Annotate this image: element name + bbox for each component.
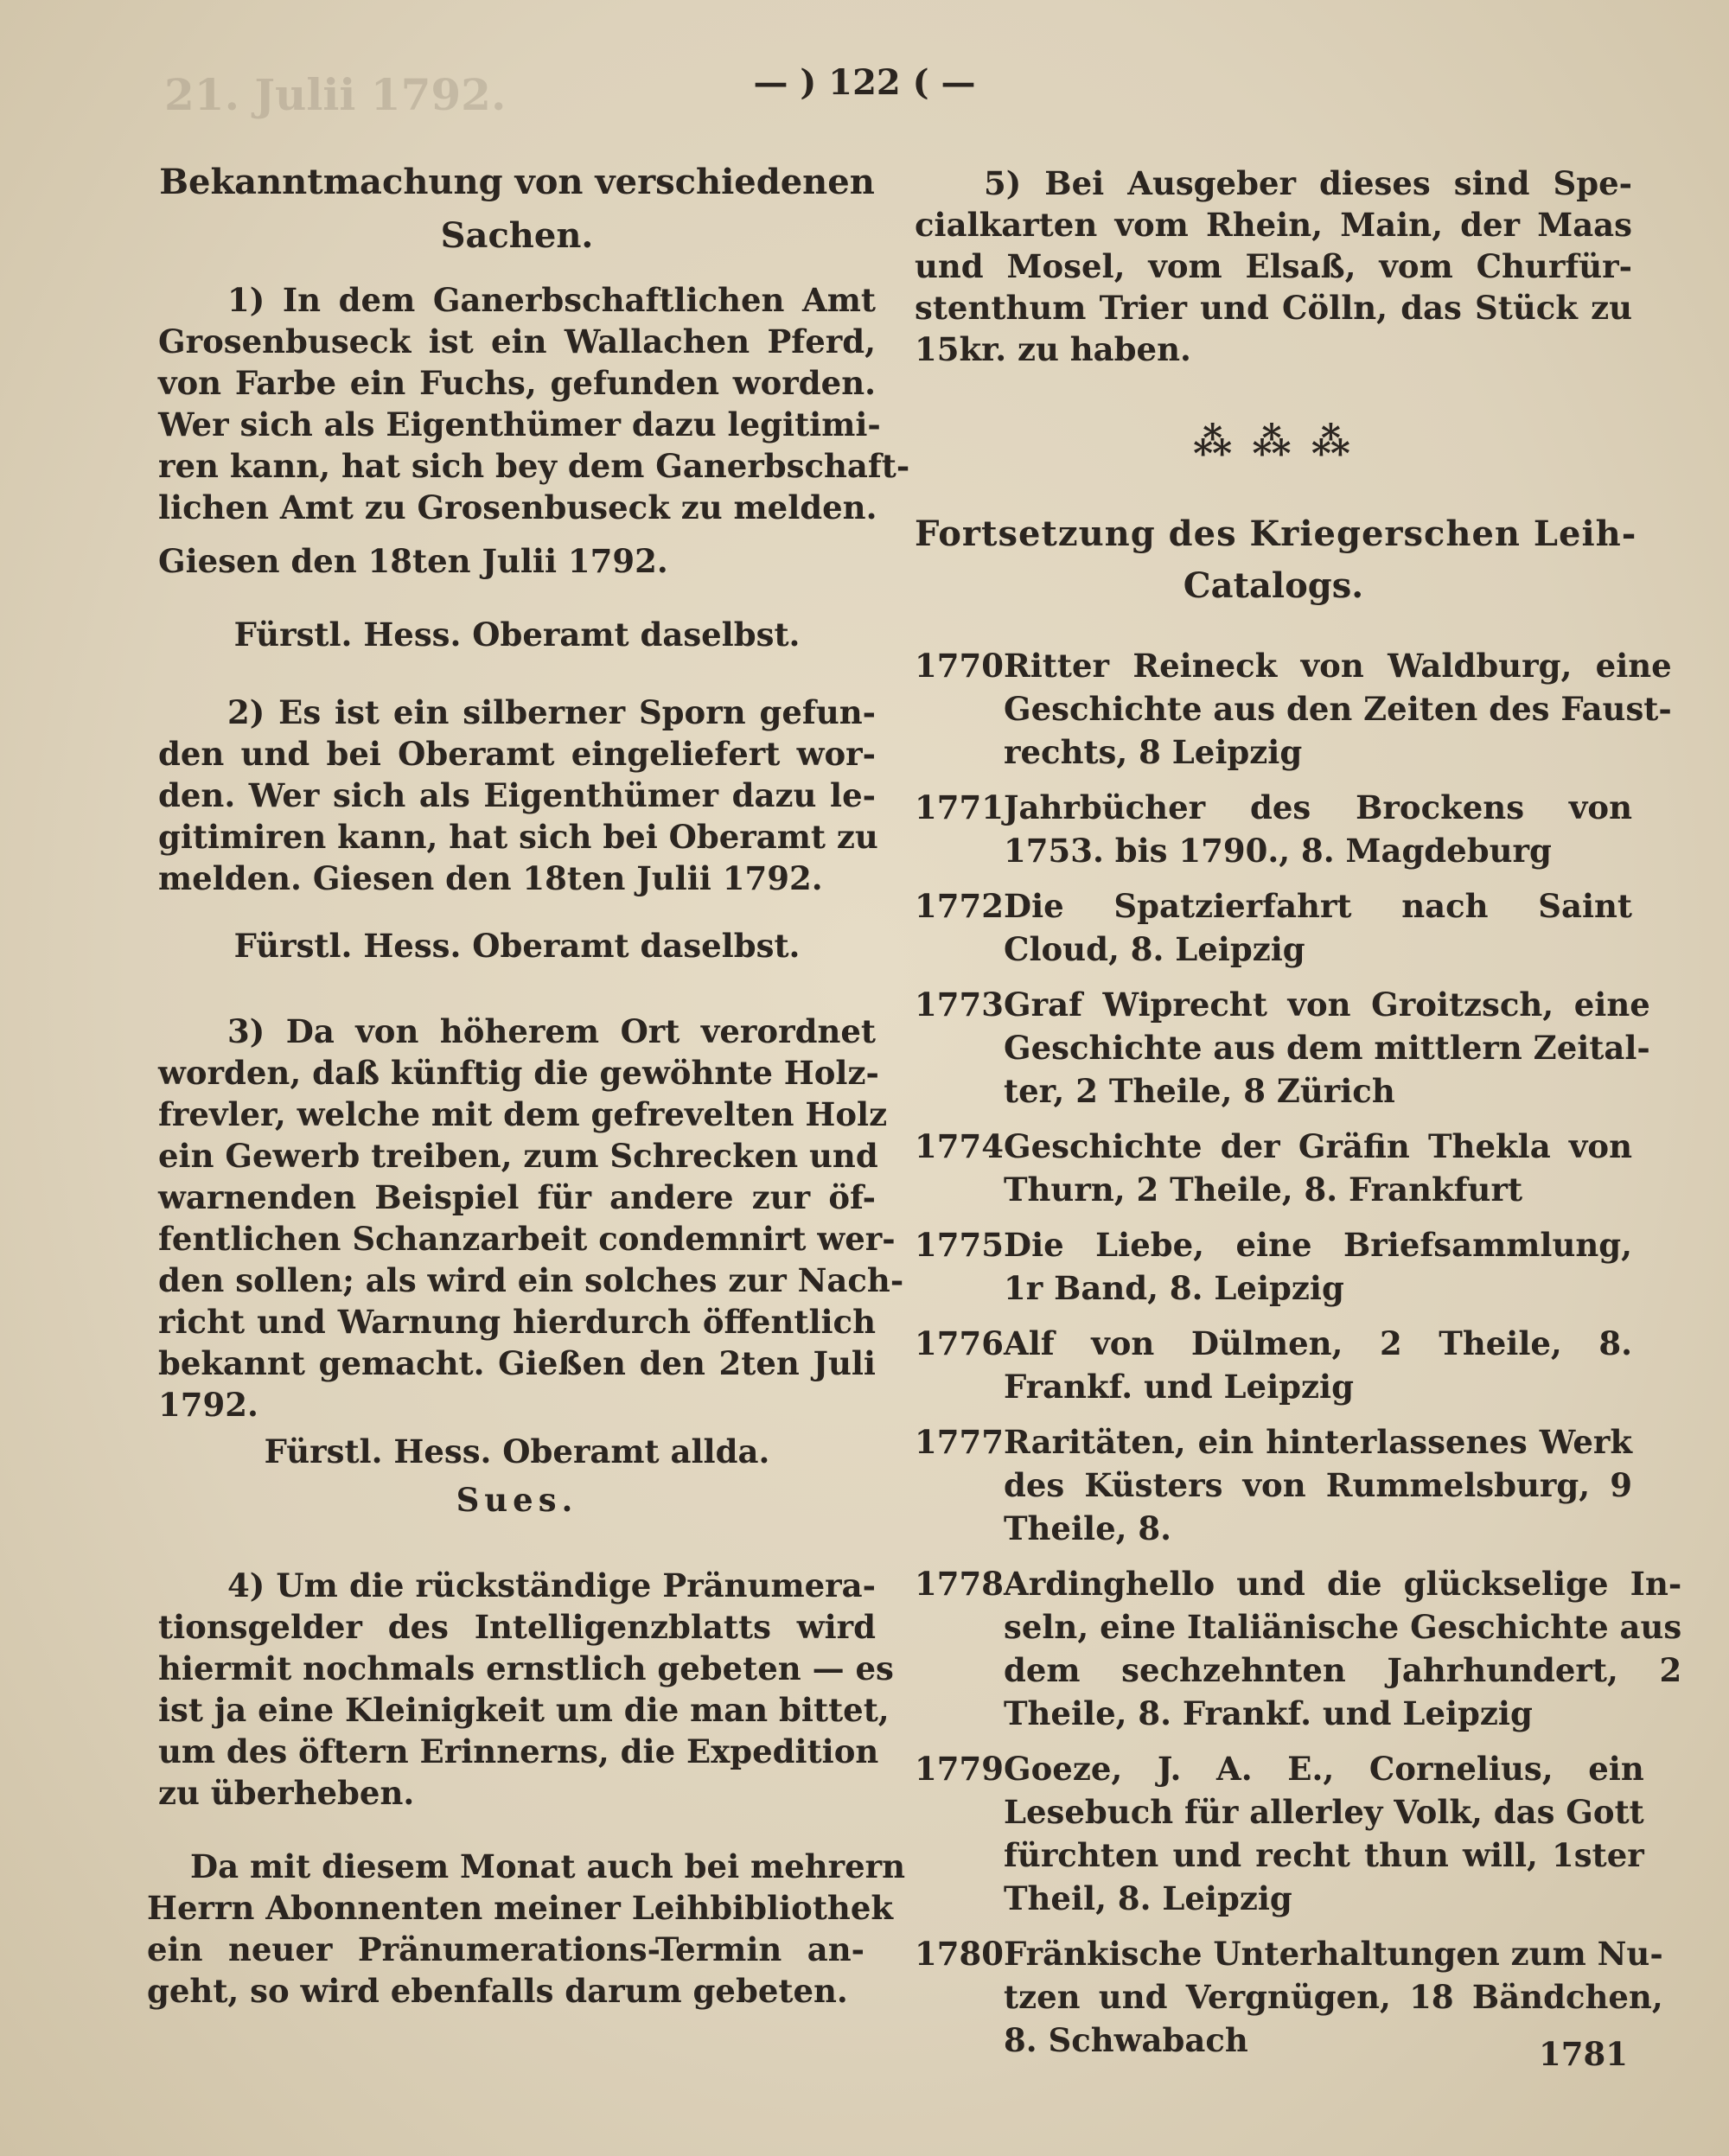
text-line: Raritäten, ein hinterlassenes Werk: [1004, 1423, 1632, 1461]
text-line: Die Liebe, eine Briefsammlung,: [1004, 1226, 1632, 1264]
text-line: 1r Band, 8. Leipzig: [1004, 1269, 1344, 1307]
signature-1: [158, 614, 876, 655]
text-line: ren kann, hat sich bey dem Ganerbschaft-: [158, 447, 910, 485]
text-line: Die Spatzierfahrt nach Saint: [1004, 887, 1632, 925]
text-line: Cloud, 8. Leipzig: [1004, 930, 1305, 968]
notice-date: Giesen den 18ten Julii 1792.: [158, 542, 668, 580]
text-line: des Küsters von Rummelsburg, 9: [1004, 1466, 1632, 1504]
catalog-entry: [915, 1932, 1663, 2062]
text-line: warnenden Beispiel für andere zur öf-: [158, 1178, 876, 1216]
signature: Fürstl. Hess. Oberamt allda.: [264, 1432, 770, 1470]
text-line: Lesebuch für allerley Volk, das Gott: [1004, 1793, 1644, 1831]
text-line: 5) Bei Ausgeber dieses sind Spe-: [984, 164, 1632, 202]
text-line: den sollen; als wird ein solches zur Nach-: [158, 1261, 904, 1299]
text-line: von Farbe ein Fuchs, gefunden worden.: [158, 364, 876, 402]
text-line: lichen Amt zu Grosenbuseck zu melden.: [158, 488, 877, 526]
catalog-number: 1775: [915, 1226, 1004, 1264]
catalog-number: 1770: [915, 647, 1004, 685]
catalog-entry: [915, 1747, 1644, 1920]
text-line: Geschichte der Gräfin Thekla von: [1004, 1127, 1632, 1165]
text-line: Da mit diesem Monat auch bei mehrern: [190, 1847, 906, 1885]
page-number: — ) 122 ( —: [753, 62, 976, 103]
text-line: ist ja eine Kleinigkeit um die man bittet,: [158, 1691, 890, 1729]
text-line: tionsgelder des Intelligenzblatts wird: [158, 1608, 876, 1646]
text-line: Geschichte aus den Zeiten des Faust-: [1004, 690, 1672, 728]
text-line: Ardinghello und die glückselige In-: [1004, 1565, 1682, 1603]
text-line: Theile, 8.: [1004, 1509, 1172, 1547]
signature: Fürstl. Hess. Oberamt daselbst.: [233, 616, 801, 654]
text-line: richt und Warnung hierdurch öffentlich: [158, 1303, 876, 1341]
heading-line: Fortsetzung des Kriegerschen Leih-: [915, 513, 1637, 554]
catalog-number: 1774: [915, 1127, 1004, 1165]
text-line: Geschichte aus dem mittlern Zeital-: [1004, 1029, 1650, 1067]
notice-3: [158, 1011, 904, 1426]
catalog-entry: [915, 1562, 1682, 1735]
text-line: melden. Giesen den 18ten Julii 1792.: [158, 859, 823, 897]
catalog-entry: [915, 1420, 1632, 1550]
signature-name: Sues.: [456, 1481, 578, 1519]
text-line: worden, daß künftig die gewöhnte Holz-: [158, 1054, 879, 1092]
text-line: seln, eine Italiänische Geschichte aus: [1004, 1608, 1682, 1646]
catalog-entry: [915, 644, 1672, 774]
catalog-number: 1779: [915, 1750, 1004, 1788]
catalog-title: [1004, 884, 1632, 971]
notice-1: [158, 279, 910, 582]
catalog-title: [1004, 983, 1650, 1113]
text-line: ter, 2 Theile, 8 Zürich: [1004, 1072, 1395, 1110]
text-line: 8. Schwabach: [1004, 2021, 1248, 2059]
text-line: geht, so wird ebenfalls darum gebeten.: [147, 1972, 848, 2010]
catalog-entry: [915, 1322, 1632, 1408]
catalog-entry: [915, 983, 1650, 1113]
text-line: cialkarten vom Rhein, Main, der Maas: [915, 206, 1632, 244]
signature-2: [158, 925, 876, 966]
text-line: Alf von Dülmen, 2 Theile, 8.: [1004, 1324, 1632, 1362]
text-line: 1792.: [158, 1386, 258, 1424]
notice-maps: [915, 163, 1632, 370]
text-line: gitimiren kann, hat sich bei Oberamt zu: [158, 818, 878, 856]
text-line: Goeze, J. A. E., Cornelius, ein: [1004, 1750, 1644, 1788]
text-line: Frankf. und Leipzig: [1004, 1368, 1354, 1406]
catalog-entry: [915, 884, 1632, 971]
heading-line: Bekanntmachung von verschiedenen: [159, 162, 875, 202]
catalog-title: [1004, 1747, 1644, 1920]
catalog-title: [1004, 644, 1672, 774]
text-line: fürchten und recht thun will, 1ster: [1004, 1836, 1644, 1874]
catalog-number: 1773: [915, 986, 1004, 1024]
catalog-number: 1780: [915, 1935, 1004, 1973]
text-line: 15kr. zu haben.: [915, 330, 1191, 368]
catalog-number: 1772: [915, 887, 1004, 925]
text-line: hiermit nochmals ernstlich gebeten — es: [158, 1649, 894, 1687]
heading-line: Catalogs.: [1183, 565, 1364, 606]
signature-3: [158, 1424, 876, 1521]
text-line: Theile, 8. Frankf. und Leipzig: [1004, 1694, 1533, 1732]
text-line: bekannt gemacht. Gießen den 2ten Juli: [158, 1344, 876, 1382]
text-line: 1) In dem Ganerbschaftlichen Amt: [227, 281, 876, 319]
text-line: dem sechzehnten Jahrhundert, 2: [1004, 1651, 1682, 1689]
catchword-text: 1781: [1539, 2035, 1628, 2073]
catalog-title: [1004, 1562, 1681, 1735]
notice-5: [147, 1846, 906, 2012]
text-line: zu überheben.: [158, 1774, 415, 1812]
text-line: 2) Es ist ein silberner Sporn gefun-: [227, 693, 876, 731]
asterism-divider: [915, 422, 1632, 463]
text-line: frevler, welche mit dem gefrevelten Holz: [158, 1095, 888, 1133]
signature: Fürstl. Hess. Oberamt daselbst.: [233, 927, 801, 965]
text-line: tzen und Vergnügen, 18 Bändchen,: [1004, 1978, 1663, 2016]
catalog-entry: [915, 786, 1632, 872]
text-line: ein neuer Pränumerations-Termin an-: [147, 1930, 864, 1968]
text-line: Fränkische Unterhaltungen zum Nu-: [1004, 1935, 1663, 1973]
catalog-heading: [915, 506, 1637, 609]
catalog-title: [1004, 1223, 1632, 1310]
text-line: und Mosel, vom Elsaß, vom Churfür-: [915, 247, 1632, 285]
catalog-entry: [915, 1125, 1632, 1211]
catalog-list: [915, 644, 1682, 2074]
text-line: den. Wer sich als Eigenthümer dazu le-: [158, 776, 876, 814]
catalog-title: [1004, 1420, 1632, 1550]
text-line: 4) Um die rückständige Pränumera-: [227, 1566, 876, 1604]
asterism: ⁂ ⁂ ⁂: [1193, 420, 1354, 464]
text-line: Jahrbücher des Brockens von: [1004, 788, 1632, 826]
notice-4: [158, 1565, 894, 1814]
catalog-number: 1777: [915, 1423, 1004, 1461]
catalog-number: 1778: [915, 1565, 1004, 1603]
text-line: Ritter Reineck von Waldburg, eine: [1004, 647, 1672, 685]
heading-line: Sachen.: [440, 215, 594, 256]
text-line: 1753. bis 1790., 8. Magdeburg: [1004, 832, 1552, 870]
catalog-entry: [915, 1223, 1632, 1310]
catalog-title: [1004, 786, 1632, 872]
notice-2: [158, 692, 876, 899]
text-line: Theil, 8. Leipzig: [1004, 1879, 1292, 1917]
catalog-title: [1004, 1125, 1632, 1211]
text-line: 3) Da von höherem Ort verordnet: [227, 1012, 876, 1050]
text-line: um des öftern Erinnerns, die Expedition: [158, 1732, 879, 1770]
section-heading: [158, 156, 876, 263]
bleed-through-text: 21. Julii 1792.: [164, 69, 507, 120]
page-header: [0, 62, 1729, 104]
text-line: Thurn, 2 Theile, 8. Frankfurt: [1004, 1170, 1523, 1209]
catchword: [1539, 2033, 1628, 2075]
catalog-title: [1004, 1322, 1632, 1408]
text-line: stenthum Trier und Cölln, das Stück zu: [915, 289, 1632, 327]
text-line: Graf Wiprecht von Groitzsch, eine: [1004, 986, 1650, 1024]
text-line: ein Gewerb treiben, zum Schrecken und: [158, 1137, 878, 1175]
catalog-number: 1776: [915, 1324, 1004, 1362]
text-line: Herrn Abonnenten meiner Leihbibliothek: [147, 1889, 894, 1927]
text-line: fentlichen Schanzarbeit condemnirt wer-: [158, 1220, 896, 1258]
text-line: rechts, 8 Leipzig: [1004, 733, 1303, 771]
text-line: den und bei Oberamt eingeliefert wor-: [158, 735, 876, 773]
catalog-number: 1771: [915, 788, 1004, 826]
text-line: Grosenbuseck ist ein Wallachen Pferd,: [158, 322, 876, 360]
text-line: Wer sich als Eigenthümer dazu legitimi-: [158, 405, 881, 443]
